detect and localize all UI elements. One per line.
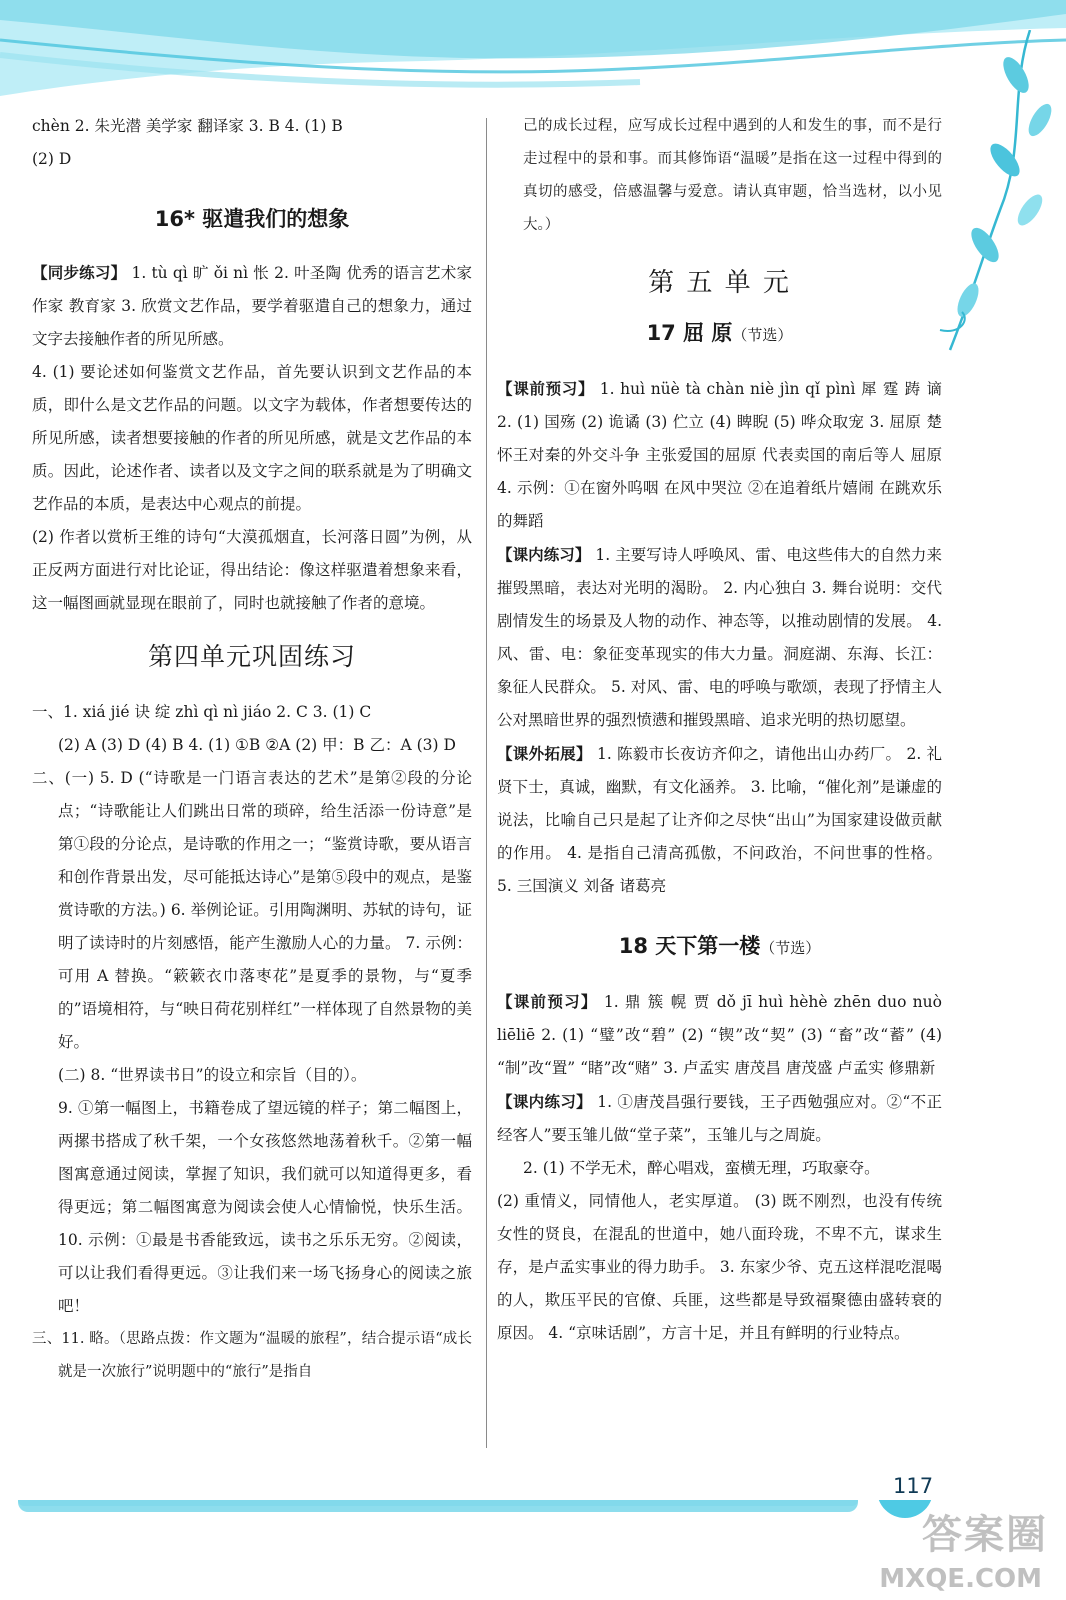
lesson-18-excerpt-note: （节选） [760,939,821,957]
unit-4-review-title: 第四单元巩固练习 [147,642,356,671]
watermark-url: MXQE.COM [879,1564,1042,1594]
lesson-16-answers-1: 1. tù qì 旷 ǒi nì 怅 2. 叶圣陶 优秀的语言艺术家 作家 教育家 3. 欣赏文艺作品，要学着驱遣自己的想象力，通过文字去接触作者的所见所感。 [32,264,472,348]
lesson-16-title: 16* 驱遣我们的想象 [154,207,350,231]
watermark-logo-text: 答案圈 [922,1512,1048,1558]
sync-practice-tag: 【同步练习】 [32,263,127,282]
lesson-18-in-class-answers-1: 1. ①唐茂昌强行要钱，王子西勉强应对。②“不正经客人”要玉雏儿做“堂子菜”，玉雏儿与之周旋。 [497,1093,942,1144]
section-2-part-2-q9: 9. ①第一幅图上，书籍卷成了望远镜的样子；第二幅图上，两摞书搭成了秋千架，一个女孩悠然地荡着秋千。②第一幅图寓意通过阅读，掌握了知识，我们就可以知道得更多，看得更远；第二幅图寓意为阅读会使人心情愉悦，快乐生活。 10. 示例：①最是书香能致远，读书之乐乐无穷。②阅读，可以让我们看得更远。③让我们来一场飞扬身心的阅读之旅吧！ [58,1099,472,1315]
lesson-17-in-class-answers: 1. 主要写诗人呼唤风、雷、电这些伟大的自然力来摧毁黑暗，表达对光明的渴盼。 2. 内心独白 3. 舞台说明：交代剧情发生的场景及人物的动作、神态等，以推动剧情的发展。 4. 风、雷、电：象征变革现实的伟大力量。洞庭湖、东海、长江：象征人民群众。 5. 对风、雷、电的呼唤与歌颂，表现了抒情主人公对黑暗世界的强烈愤懑和摧毁黑暗、追求光明的热切愿望。 [497,546,942,729]
lesson-18-preview-answers: 1. 鼎 簇 幌 贾 dǒ jī huì hèhè zhēn duo nuò liēliē 2. (1) “璧”改“碧” (2) “锲”改“契” (3) “畜”改“蓄” (4) “制”改“置” “睹”改“赌” 3. 卢孟实 唐茂昌 唐茂盛 卢孟实 修鼎新 [497,993,942,1077]
lesson-16-answers-2: 4. (1) 要论述如何鉴赏文艺作品，首先要认识到文艺作品的本质，即什么是文艺作品的问题。以文字为载体，作者想要传达的所见所感，读者想要接触的作者的所见所感，就是文艺作品的本质。因此，论述作者、读者以及文字之间的联系就是为了明确文艺作品的本质，是表达中心观点的前提。 [32,363,472,513]
intro-line-2: (2) D [32,150,72,168]
lesson-17-heading [497,318,942,350]
vine-leaf-decoration [930,30,1066,360]
unit-5-title: 第 五 单 元 [648,268,791,298]
lesson-18-title: 18 天下第一楼 [618,934,761,958]
intro-line-1: chèn 2. 朱光潜 美学家 翻译家 3. B 4. (1) B [32,117,343,135]
top-wave-banner [0,0,1066,115]
lesson-17-title: 17 屈 原 [646,321,733,345]
lesson-17-preview-answers: 1. huì nüè tà chàn niè jìn qǐ pìnì 犀 霆 踌 谪 2. (1) 国殇 (2) 诡谲 (3) 伫立 (4) 睥睨 (5) 哗众取宠 3. 屈原 楚怀王对秦的外交斗争 主张爱国的屈原 代表卖国的南后等人 屈原 4. 示例：①在窗外呜咽 在风中哭泣 ②在追着纸片嬉闹 在跳欢乐的舞蹈 [497,380,942,530]
in-class-tag: 【课内练习】 [497,545,591,564]
section-3-q11: 三、11. 略。（思路点拨：作文题为“温暖的旅程”，结合提示语“成长就是一次旅行”说明题中的“旅行”是指自 [32,1331,472,1380]
lesson-16-answers-3: (2) 作者以赏析王维的诗句“大漠孤烟直，长河落日圆”为例，从正反两方面进行对比论证，得出结论：像这样驱遣着想象来看，这一幅图画就显现在眼前了，同时也就接触了作者的意境。 [32,528,472,612]
lesson-17-extension-answers: 1. 陈毅市长夜访齐仰之，请他出山办药厂。 2. 礼贤下士，真诚，幽默，有文化涵养。 3. 比喻，“催化剂”是谦虚的说法，比喻自己只是起了让齐仰之尽快“出山”为国家建设做贡献的作用。 4. 是指自己清高孤傲，不问政治，不问世事的性格。 5. 三国演义 刘备 诸葛亮 [497,745,942,895]
lesson-18-in-class-answers-3: (2) 重情义，同情他人，老实厚道。 (3) 既不刚烈，也没有传统女性的贤良，在混乱的世道中，她八面玲珑，不卑不亢，谋求生存，是卢孟实事业的得力助手。 3. 东家少爷、克五这样混吃混喝的人，欺压平民的官僚、兵匪，这些都是导致福聚德由盛转衰的原因。 4. “京味话剧”，方言十足，并且有鲜明的行业特点。 [497,1192,942,1342]
extension-tag: 【课外拓展】 [497,744,592,763]
preview-tag: 【课前预习】 [497,992,598,1011]
section-1-line-1: 一、1. xiá jié 诀 绽 zhì qì nì jiáo 2. C 3. (1) C [32,703,372,721]
left-column [32,110,472,1389]
section-2-part-1: 二、(一) 5. D (“诗歌是一门语言表达的艺术”是第②段的分论点；“诗歌能让人们跳出日常的琐碎，给生活添一份诗意”是第①段的分论点，是诗歌的作用之一；“鉴赏诗歌，要从语言和创作背景出发，尽可能抵达诗心”是第⑤段中的观点，是鉴赏诗歌的方法。) 6. 举例论证。引用陶渊明、苏轼的诗句，证明了读诗时的片刻感悟，能产生激励人心的力量。 7. 示例：可用 A 替换。“簌簌衣巾落枣花”是夏季的景物，与“夏季的”语境相符，与“映日荷花别样红”一样体现了自然景物的美好。 [32,769,472,1051]
right-column [497,110,942,1350]
page-number: 117 [893,1474,934,1498]
section-1-line-2: (2) A (3) D (4) B 4. (1) ①B ②A (2) 甲：B 乙：A (3) D [58,736,456,754]
lesson-17-excerpt-note: （节选） [732,326,793,344]
section-2-part-2-q8: (二) 8. “世界读书日”的设立和宗旨（目的）。 [58,1066,367,1084]
preview-tag: 【课前预习】 [497,379,595,398]
in-class-tag: 【课内练习】 [497,1092,593,1111]
q11-continuation: 己的成长过程，应写成长过程中遇到的人和发生的事，而不是行走过程中的景和事。而其修饰语“温暖”是指在这一过程中得到的真切的感受，倍感温馨与爱意。请认真审题，恰当选材，以小见大。） [523,118,942,233]
lesson-18-heading [497,931,942,963]
column-divider [486,118,487,1448]
lesson-18-in-class-answers-2: 2. (1) 不学无术，醉心唱戏，蛮横无理，巧取豪夺。 [523,1159,880,1177]
